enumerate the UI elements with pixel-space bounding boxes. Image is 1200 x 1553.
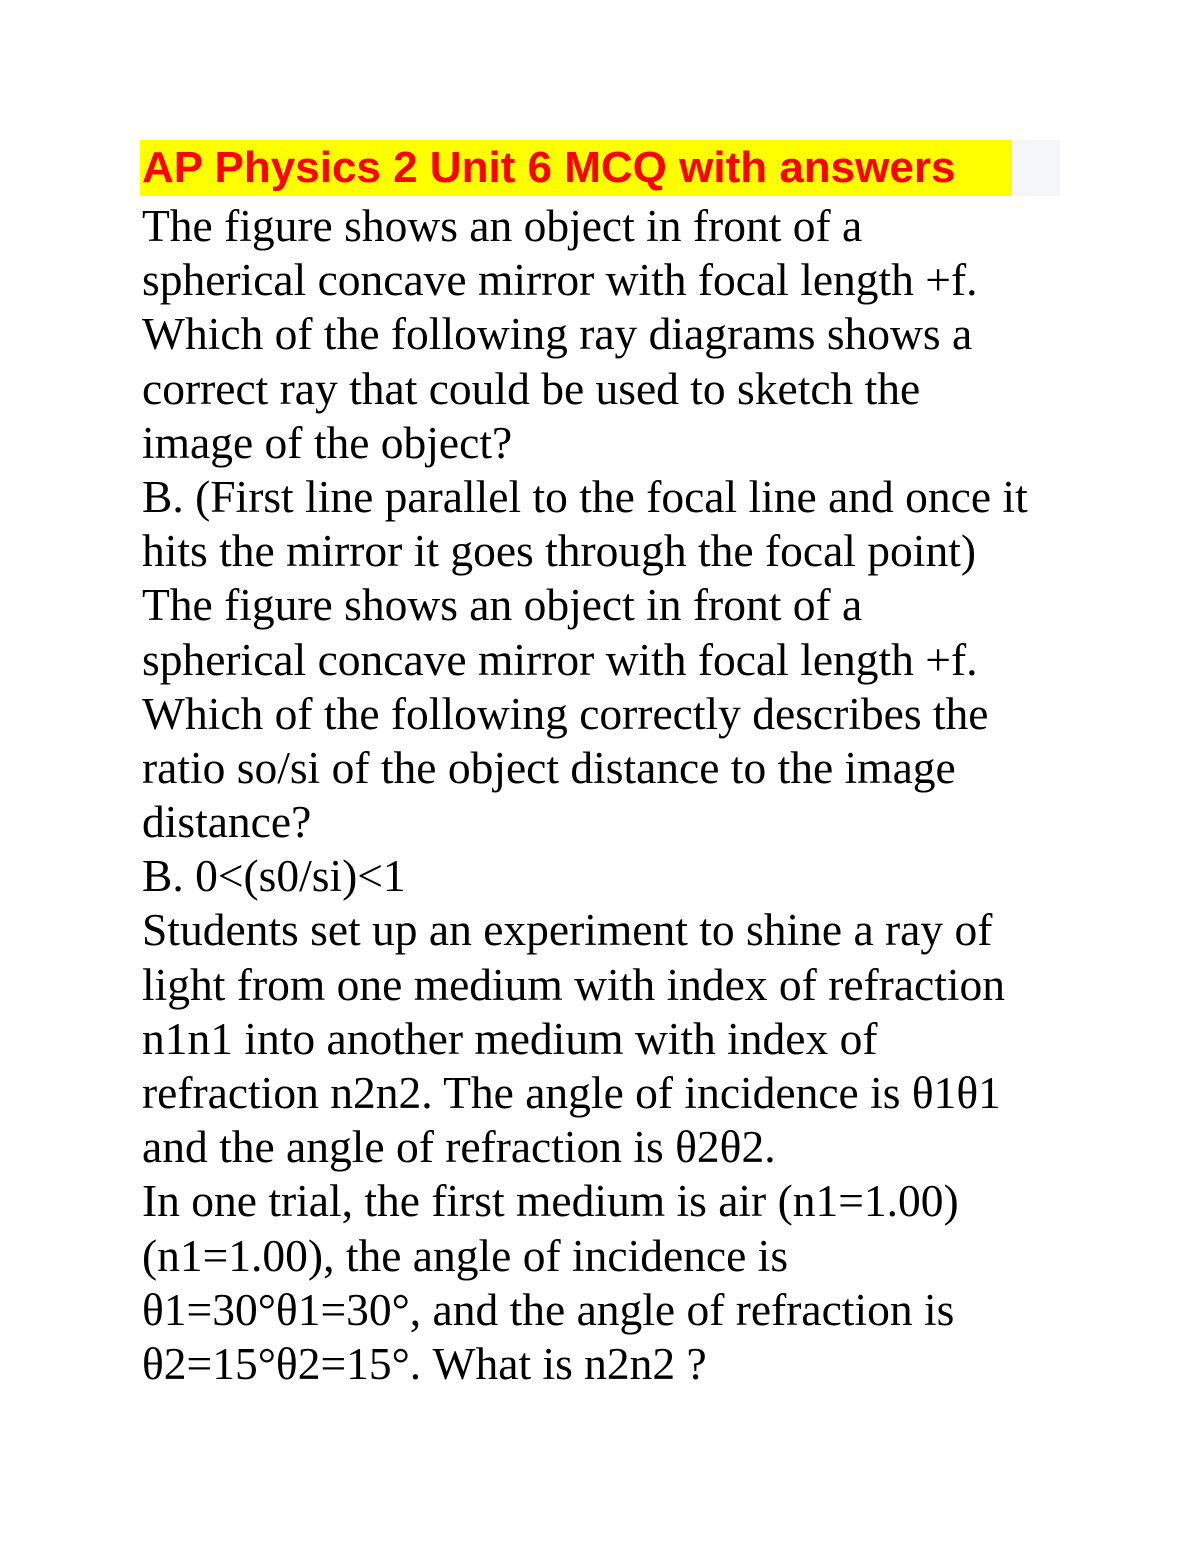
body-line: θ2=15°θ2=15°. What is n2n2 ?	[142, 1337, 707, 1389]
body-line: Students set up an experiment to shine a ray of	[142, 904, 993, 956]
body-line: (n1=1.00), the angle of incidence is	[142, 1229, 789, 1281]
body-line: ratio so/si of the object distance to the image	[142, 741, 956, 793]
body-line: distance?	[142, 796, 312, 848]
body-line: light from one medium with index of refraction	[142, 958, 1006, 1010]
title-highlight-tail	[1012, 140, 1060, 196]
body-line: n1n1 into another medium with index of	[142, 1012, 878, 1064]
document-title: AP Physics 2 Unit 6 MCQ with answers	[142, 143, 956, 192]
body-line: correct ray that could be used to sketch the	[142, 362, 921, 414]
body-line: In one trial, the first medium is air (n1=1.00)	[142, 1175, 959, 1227]
body-line: spherical concave mirror with focal length +f.	[142, 633, 978, 685]
body-line: Which of the following ray diagrams shows a	[142, 308, 973, 360]
answer-line: B. (First line parallel to the focal line and once it	[142, 470, 1028, 522]
document-body	[142, 199, 1182, 1391]
body-line: spherical concave mirror with focal length +f.	[142, 254, 978, 306]
answer-line: B. 0<(s0/si)<1	[142, 850, 406, 902]
body-line: Which of the following correctly describes the	[142, 687, 989, 739]
body-line: image of the object?	[142, 416, 513, 468]
answer-line: hits the mirror it goes through the focal point)	[142, 525, 976, 577]
body-line: The figure shows an object in front of a	[142, 579, 863, 631]
title-row	[140, 140, 1060, 196]
body-line: The figure shows an object in front of a	[142, 200, 863, 251]
body-line: refraction n2n2. The angle of incidence is θ1θ1	[142, 1067, 1001, 1118]
body-line: θ1=30°θ1=30°, and the angle of refraction is	[142, 1283, 955, 1335]
body-line: and the angle of refraction is θ2θ2.	[142, 1121, 776, 1173]
